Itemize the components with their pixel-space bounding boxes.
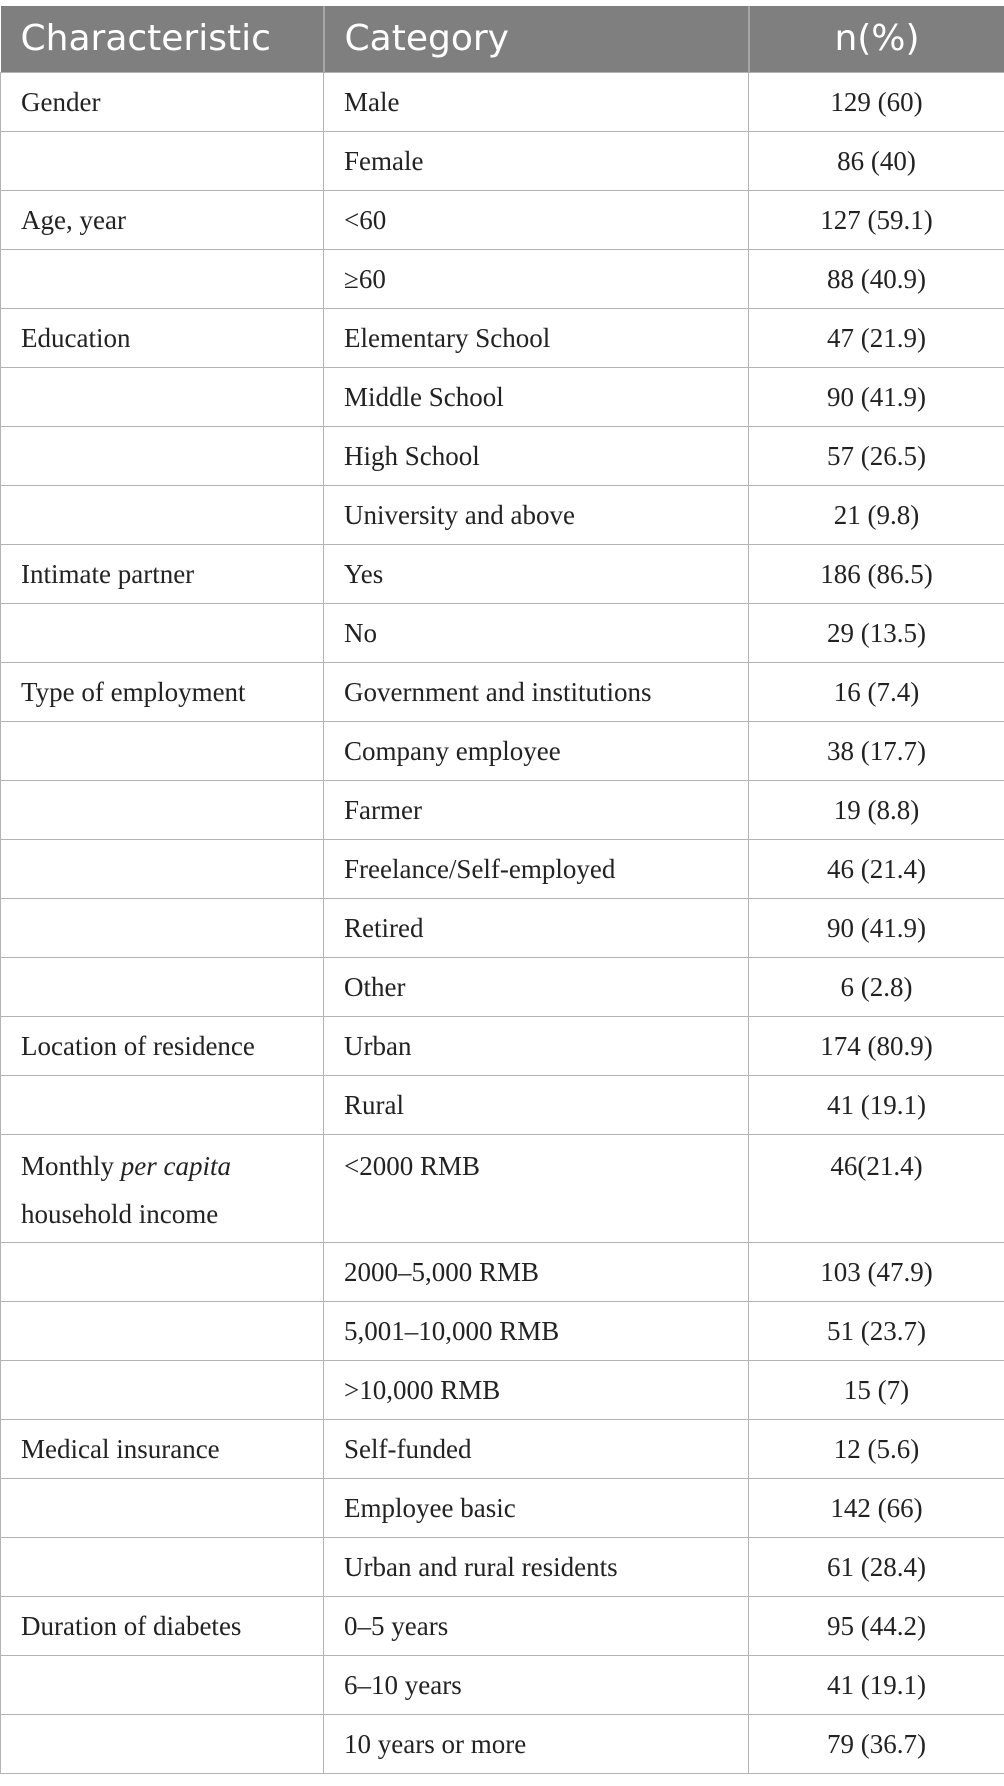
table-row bbox=[1, 1016, 1004, 1075]
row-characteristic bbox=[1, 367, 324, 426]
table-row bbox=[1, 1242, 1004, 1301]
row-characteristic: Gender bbox=[1, 72, 324, 131]
row-category: Other bbox=[324, 957, 749, 1016]
row-category: <60 bbox=[324, 190, 749, 249]
row-category: 0–5 years bbox=[324, 1596, 749, 1655]
row-category: 10 years or more bbox=[324, 1714, 749, 1773]
table-row bbox=[1, 1301, 1004, 1360]
row-category: Urban bbox=[324, 1016, 749, 1075]
table-row bbox=[1, 1360, 1004, 1419]
table-row bbox=[1, 1075, 1004, 1134]
table-row bbox=[1, 1478, 1004, 1537]
row-characteristic bbox=[1, 603, 324, 662]
row-category: Middle School bbox=[324, 367, 749, 426]
row-category: Rural bbox=[324, 1075, 749, 1134]
row-value: 129 (60) bbox=[749, 72, 1004, 131]
row-category: 6–10 years bbox=[324, 1655, 749, 1714]
table-row bbox=[1, 780, 1004, 839]
row-value: 41 (19.1) bbox=[749, 1075, 1004, 1134]
table-row bbox=[1, 898, 1004, 957]
row-category: 2000–5,000 RMB bbox=[324, 1242, 749, 1301]
table-row bbox=[1, 485, 1004, 544]
row-value: 29 (13.5) bbox=[749, 603, 1004, 662]
row-characteristic bbox=[1, 957, 324, 1016]
table-row bbox=[1, 603, 1004, 662]
row-value: 86 (40) bbox=[749, 131, 1004, 190]
row-value: 46(21.4) bbox=[749, 1134, 1004, 1242]
table-row bbox=[1, 72, 1004, 131]
characteristic-italic: per capita bbox=[120, 1150, 231, 1181]
row-characteristic bbox=[1, 898, 324, 957]
row-characteristic bbox=[1, 1714, 324, 1773]
row-category: Farmer bbox=[324, 780, 749, 839]
row-value: 47 (21.9) bbox=[749, 308, 1004, 367]
row-value: 46 (21.4) bbox=[749, 839, 1004, 898]
row-characteristic bbox=[1, 426, 324, 485]
header-row bbox=[1, 6, 1004, 72]
row-characteristic: Duration of diabetes bbox=[1, 1596, 324, 1655]
row-characteristic: Location of residence bbox=[1, 1016, 324, 1075]
row-characteristic bbox=[1, 131, 324, 190]
row-characteristic bbox=[1, 249, 324, 308]
demographics-table bbox=[0, 6, 1004, 1774]
row-characteristic: Age, year bbox=[1, 190, 324, 249]
row-characteristic bbox=[1, 485, 324, 544]
table-row bbox=[1, 957, 1004, 1016]
table-row bbox=[1, 131, 1004, 190]
row-category: <2000 RMB bbox=[324, 1134, 749, 1242]
row-value: 90 (41.9) bbox=[749, 898, 1004, 957]
table-row bbox=[1, 721, 1004, 780]
row-characteristic bbox=[1, 1655, 324, 1714]
row-value: 186 (86.5) bbox=[749, 544, 1004, 603]
table-row bbox=[1, 839, 1004, 898]
row-value: 16 (7.4) bbox=[749, 662, 1004, 721]
row-characteristic: Type of employment bbox=[1, 662, 324, 721]
row-category: Government and institutions bbox=[324, 662, 749, 721]
row-value: 90 (41.9) bbox=[749, 367, 1004, 426]
table-row bbox=[1, 426, 1004, 485]
demographics-table-container bbox=[0, 6, 1004, 1774]
row-characteristic bbox=[1, 1075, 324, 1134]
table-row bbox=[1, 544, 1004, 603]
table-row bbox=[1, 1655, 1004, 1714]
header-characteristic: Characteristic bbox=[1, 6, 324, 72]
row-value: 127 (59.1) bbox=[749, 190, 1004, 249]
row-characteristic: Intimate partner bbox=[1, 544, 324, 603]
table-row bbox=[1, 190, 1004, 249]
row-value: 174 (80.9) bbox=[749, 1016, 1004, 1075]
table-row bbox=[1, 1419, 1004, 1478]
row-value: 41 (19.1) bbox=[749, 1655, 1004, 1714]
row-category: Retired bbox=[324, 898, 749, 957]
table-row bbox=[1, 249, 1004, 308]
table-row bbox=[1, 1537, 1004, 1596]
table-row bbox=[1, 308, 1004, 367]
row-category: Yes bbox=[324, 544, 749, 603]
row-characteristic bbox=[1, 1360, 324, 1419]
row-value: 6 (2.8) bbox=[749, 957, 1004, 1016]
row-value: 61 (28.4) bbox=[749, 1537, 1004, 1596]
row-characteristic bbox=[1, 780, 324, 839]
row-value: 19 (8.8) bbox=[749, 780, 1004, 839]
row-category: High School bbox=[324, 426, 749, 485]
row-category: >10,000 RMB bbox=[324, 1360, 749, 1419]
characteristic-pre: Monthly bbox=[21, 1150, 121, 1181]
table-row bbox=[1, 367, 1004, 426]
row-value: 15 (7) bbox=[749, 1360, 1004, 1419]
row-category: Self-funded bbox=[324, 1419, 749, 1478]
table-row bbox=[1, 662, 1004, 721]
characteristic-post: household income bbox=[21, 1198, 219, 1229]
row-value: 51 (23.7) bbox=[749, 1301, 1004, 1360]
row-characteristic bbox=[1, 1537, 324, 1596]
table-row bbox=[1, 1596, 1004, 1655]
row-category: Male bbox=[324, 72, 749, 131]
row-characteristic bbox=[1, 1301, 324, 1360]
table-row bbox=[1, 1134, 1004, 1242]
row-characteristic: Education bbox=[1, 308, 324, 367]
row-characteristic bbox=[1, 1134, 324, 1242]
header-category: Category bbox=[324, 6, 749, 72]
row-value: 103 (47.9) bbox=[749, 1242, 1004, 1301]
row-category: 5,001–10,000 RMB bbox=[324, 1301, 749, 1360]
row-category: ≥60 bbox=[324, 249, 749, 308]
row-value: 95 (44.2) bbox=[749, 1596, 1004, 1655]
row-category: University and above bbox=[324, 485, 749, 544]
row-category: No bbox=[324, 603, 749, 662]
row-value: 57 (26.5) bbox=[749, 426, 1004, 485]
row-characteristic bbox=[1, 721, 324, 780]
row-category: Elementary School bbox=[324, 308, 749, 367]
row-value: 79 (36.7) bbox=[749, 1714, 1004, 1773]
row-characteristic bbox=[1, 1478, 324, 1537]
row-characteristic bbox=[1, 1242, 324, 1301]
row-value: 21 (9.8) bbox=[749, 485, 1004, 544]
table-body bbox=[1, 72, 1004, 1773]
row-characteristic: Medical insurance bbox=[1, 1419, 324, 1478]
row-characteristic bbox=[1, 839, 324, 898]
table-header bbox=[1, 6, 1004, 72]
row-category: Freelance/Self-employed bbox=[324, 839, 749, 898]
row-category: Urban and rural residents bbox=[324, 1537, 749, 1596]
row-value: 38 (17.7) bbox=[749, 721, 1004, 780]
row-value: 142 (66) bbox=[749, 1478, 1004, 1537]
row-value: 88 (40.9) bbox=[749, 249, 1004, 308]
row-category: Employee basic bbox=[324, 1478, 749, 1537]
row-value: 12 (5.6) bbox=[749, 1419, 1004, 1478]
row-category: Company employee bbox=[324, 721, 749, 780]
header-n-percent: n(%) bbox=[749, 6, 1004, 72]
row-category: Female bbox=[324, 131, 749, 190]
table-row bbox=[1, 1714, 1004, 1773]
